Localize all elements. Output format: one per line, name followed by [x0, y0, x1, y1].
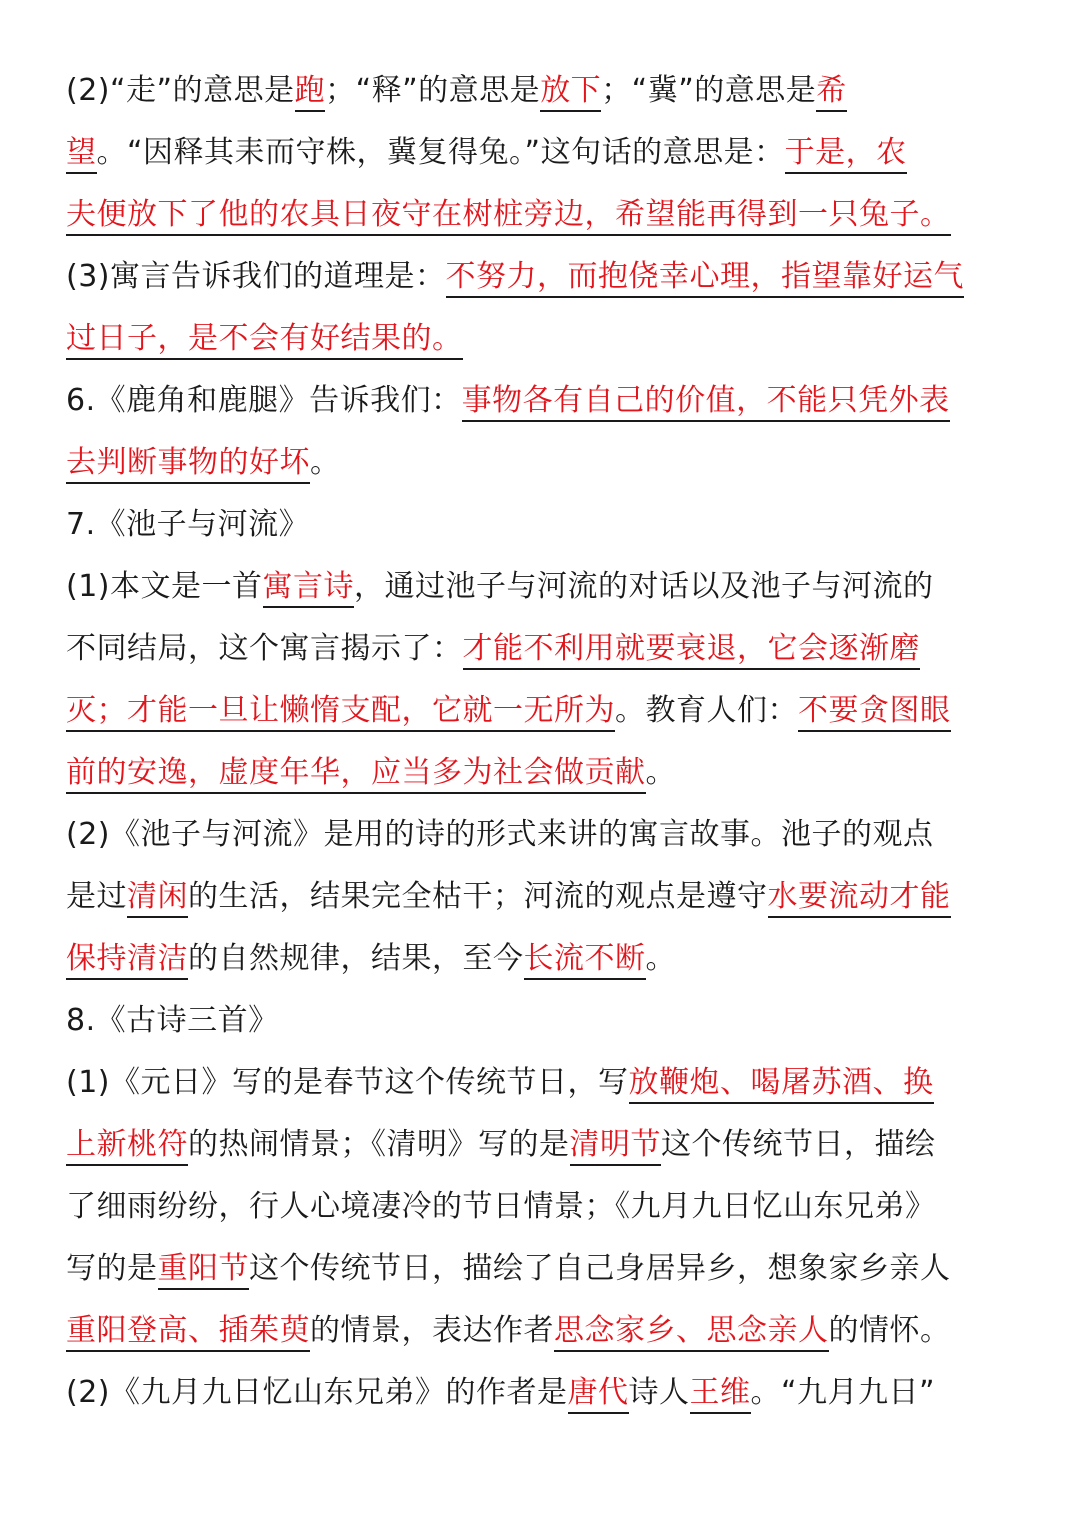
answer-text: 希	[816, 73, 847, 112]
answer-text: 过日子，是不会有好结果的。	[66, 321, 463, 360]
body-text: ，通过池子与河流的对话以及池子与河流的	[354, 569, 934, 604]
body-text: (2)“走”的意思是	[66, 73, 295, 108]
body-text: 这个传统节日，描绘了自己身居异乡，想象家乡亲人	[249, 1251, 951, 1286]
text-line	[66, 556, 1014, 618]
answer-text: 夫便放下了他的农具日夜守在树桩旁边，希望能再得到一只兔子。	[66, 197, 951, 236]
answer-text: 去判断事物的好坏	[66, 445, 310, 484]
text-line	[66, 742, 1014, 804]
text-line	[66, 1114, 1014, 1176]
answer-text: 重阳登高、插茱萸	[66, 1313, 310, 1352]
answer-text: 放鞭炮、喝屠苏酒、换	[629, 1065, 934, 1104]
body-text: 。“因释其耒而守株，冀复得兔。”这句话的意思是：	[96, 135, 785, 170]
text-line	[66, 1052, 1014, 1114]
text-line	[66, 866, 1014, 928]
text-line	[66, 928, 1014, 990]
answer-text: 重阳节	[158, 1251, 250, 1290]
body-text: (2)《池子与河流》是用的诗的形式来讲的寓言故事。池子的观点	[66, 817, 934, 852]
body-text: 的情景，表达作者	[310, 1313, 554, 1348]
text-line	[66, 1238, 1014, 1300]
body-text: 写的是	[66, 1251, 158, 1286]
text-line	[66, 432, 1014, 494]
body-text: (3)寓言告诉我们的道理是：	[66, 259, 446, 294]
text-line	[66, 370, 1014, 432]
answer-text: 清明节	[570, 1127, 662, 1166]
body-text: 。	[645, 941, 676, 976]
text-line	[66, 1362, 1014, 1424]
answer-text: 放下	[540, 73, 601, 112]
answer-text: 清闲	[127, 879, 188, 918]
body-text: 6.《鹿角和鹿腿》告诉我们：	[66, 383, 462, 418]
document-body	[66, 60, 1014, 1424]
body-text: 7.《池子与河流》	[66, 507, 310, 542]
answer-text: 不要贪图眼	[798, 693, 951, 732]
body-text: 的热闹情景；《清明》写的是	[188, 1127, 570, 1162]
answer-text: 跑	[295, 73, 326, 112]
text-line	[66, 246, 1014, 308]
answer-text: 前的安逸，虚度年华，应当多为社会做贡献	[66, 755, 646, 794]
answer-text: 才能不利用就要衰退，它会逐渐磨	[463, 631, 921, 670]
body-text: 。“九月九日”	[750, 1375, 936, 1410]
answer-text: 于是，农	[785, 135, 907, 174]
text-line	[66, 1176, 1014, 1238]
body-text: 。	[310, 445, 341, 480]
body-text: (1)《元日》写的是春节这个传统节日，写	[66, 1065, 629, 1100]
answer-text: 唐代	[568, 1375, 629, 1414]
body-text: 是过	[66, 879, 127, 914]
body-text: 的自然规律，结果，至今	[188, 941, 524, 976]
text-line	[66, 1300, 1014, 1362]
answer-text: 思念家乡、思念亲人	[554, 1313, 829, 1352]
answer-text: 灭；才能一旦让懒惰支配，它就一无所为	[66, 693, 615, 732]
text-line	[66, 60, 1014, 122]
body-text: (1)本文是一首	[66, 569, 263, 604]
answer-text: 王维	[690, 1375, 751, 1414]
body-text: 的情怀。	[828, 1313, 951, 1348]
answer-text: 保持清洁	[66, 941, 188, 980]
text-line	[66, 308, 1014, 370]
body-text: 诗人	[628, 1375, 690, 1410]
text-line	[66, 804, 1014, 866]
answer-text: 水要流动才能	[768, 879, 951, 918]
answer-text: 长流不断	[524, 941, 646, 980]
answer-text: 寓言诗	[263, 569, 355, 608]
body-text: ；“冀”的意思是	[601, 73, 817, 108]
body-text: 了细雨纷纷，行人心境凄冷的节日情景；《九月九日忆山东兄弟》	[66, 1189, 936, 1224]
body-text: 这个传统节日，描绘	[661, 1127, 936, 1162]
text-line	[66, 122, 1014, 184]
text-line	[66, 184, 1014, 246]
body-text: 8.《古诗三首》	[66, 1003, 279, 1038]
body-text: 的生活，结果完全枯干；河流的观点是遵守	[188, 879, 768, 914]
body-text: 。	[645, 755, 676, 790]
body-text: ；“释”的意思是	[325, 73, 541, 108]
text-line	[66, 990, 1014, 1052]
answer-text: 事物各有自己的价值，不能只凭外表	[462, 383, 950, 422]
answer-text: 不努力，而抱侥幸心理，指望靠好运气	[446, 259, 965, 298]
text-line	[66, 494, 1014, 556]
text-line	[66, 680, 1014, 742]
body-text: 不同结局，这个寓言揭示了：	[66, 631, 463, 666]
answer-text: 上新桃符	[66, 1127, 188, 1166]
text-line	[66, 618, 1014, 680]
body-text: 。教育人们：	[615, 693, 798, 728]
answer-text: 望	[66, 135, 97, 174]
body-text: (2)《九月九日忆山东兄弟》的作者是	[66, 1375, 568, 1410]
